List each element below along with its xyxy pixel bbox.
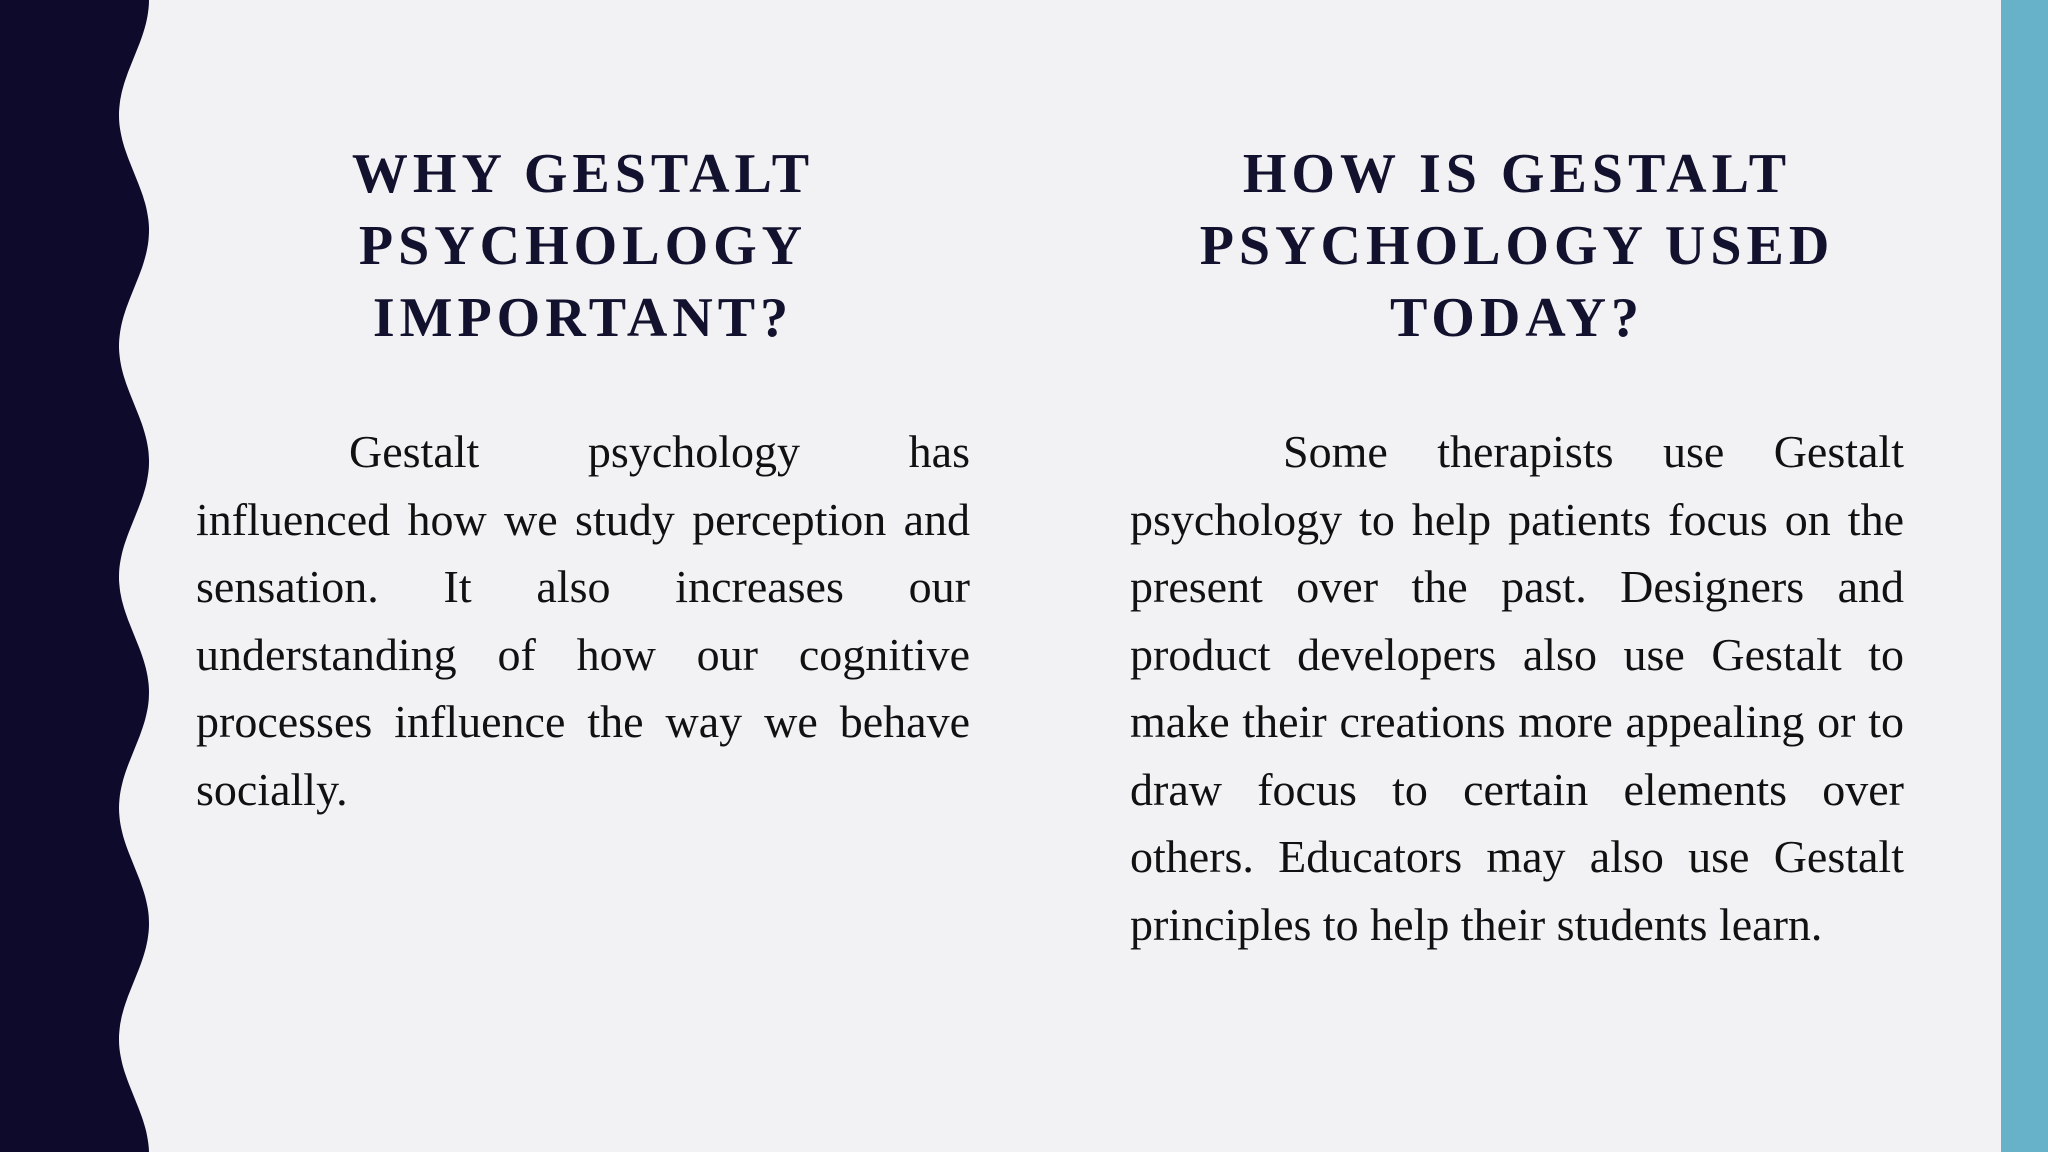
left-paragraph: Gestalt psychology has influenced how we study perception and sensation. It also increases our understanding of how our cognitive processes influence the way we behave socially. bbox=[196, 426, 970, 815]
left-heading-line: PSYCHOLOGY bbox=[358, 215, 808, 277]
left-heading-line: IMPORTANT? bbox=[372, 287, 794, 349]
left-column bbox=[196, 138, 970, 823]
right-paragraph: Some therapists use Gestalt psychology to help patients focus on the present over the past. Designers and product developers also use Gestalt to make their creations more appealing or to draw focus to certain elements over others. Educators may also use Gestalt principles to help their students learn. bbox=[1130, 426, 1904, 950]
right-heading-line: TODAY? bbox=[1389, 287, 1645, 349]
right-heading-line: PSYCHOLOGY USED bbox=[1199, 215, 1835, 277]
wavy-band-shape bbox=[0, 0, 149, 1152]
right-heading bbox=[1130, 138, 1904, 354]
left-heading-line: WHY GESTALT bbox=[351, 143, 815, 205]
wavy-side-band bbox=[0, 0, 160, 1152]
left-heading bbox=[196, 138, 970, 354]
right-heading-line: HOW IS GESTALT bbox=[1242, 143, 1792, 205]
accent-side-bar bbox=[2001, 0, 2048, 1152]
right-column bbox=[1130, 138, 1904, 958]
